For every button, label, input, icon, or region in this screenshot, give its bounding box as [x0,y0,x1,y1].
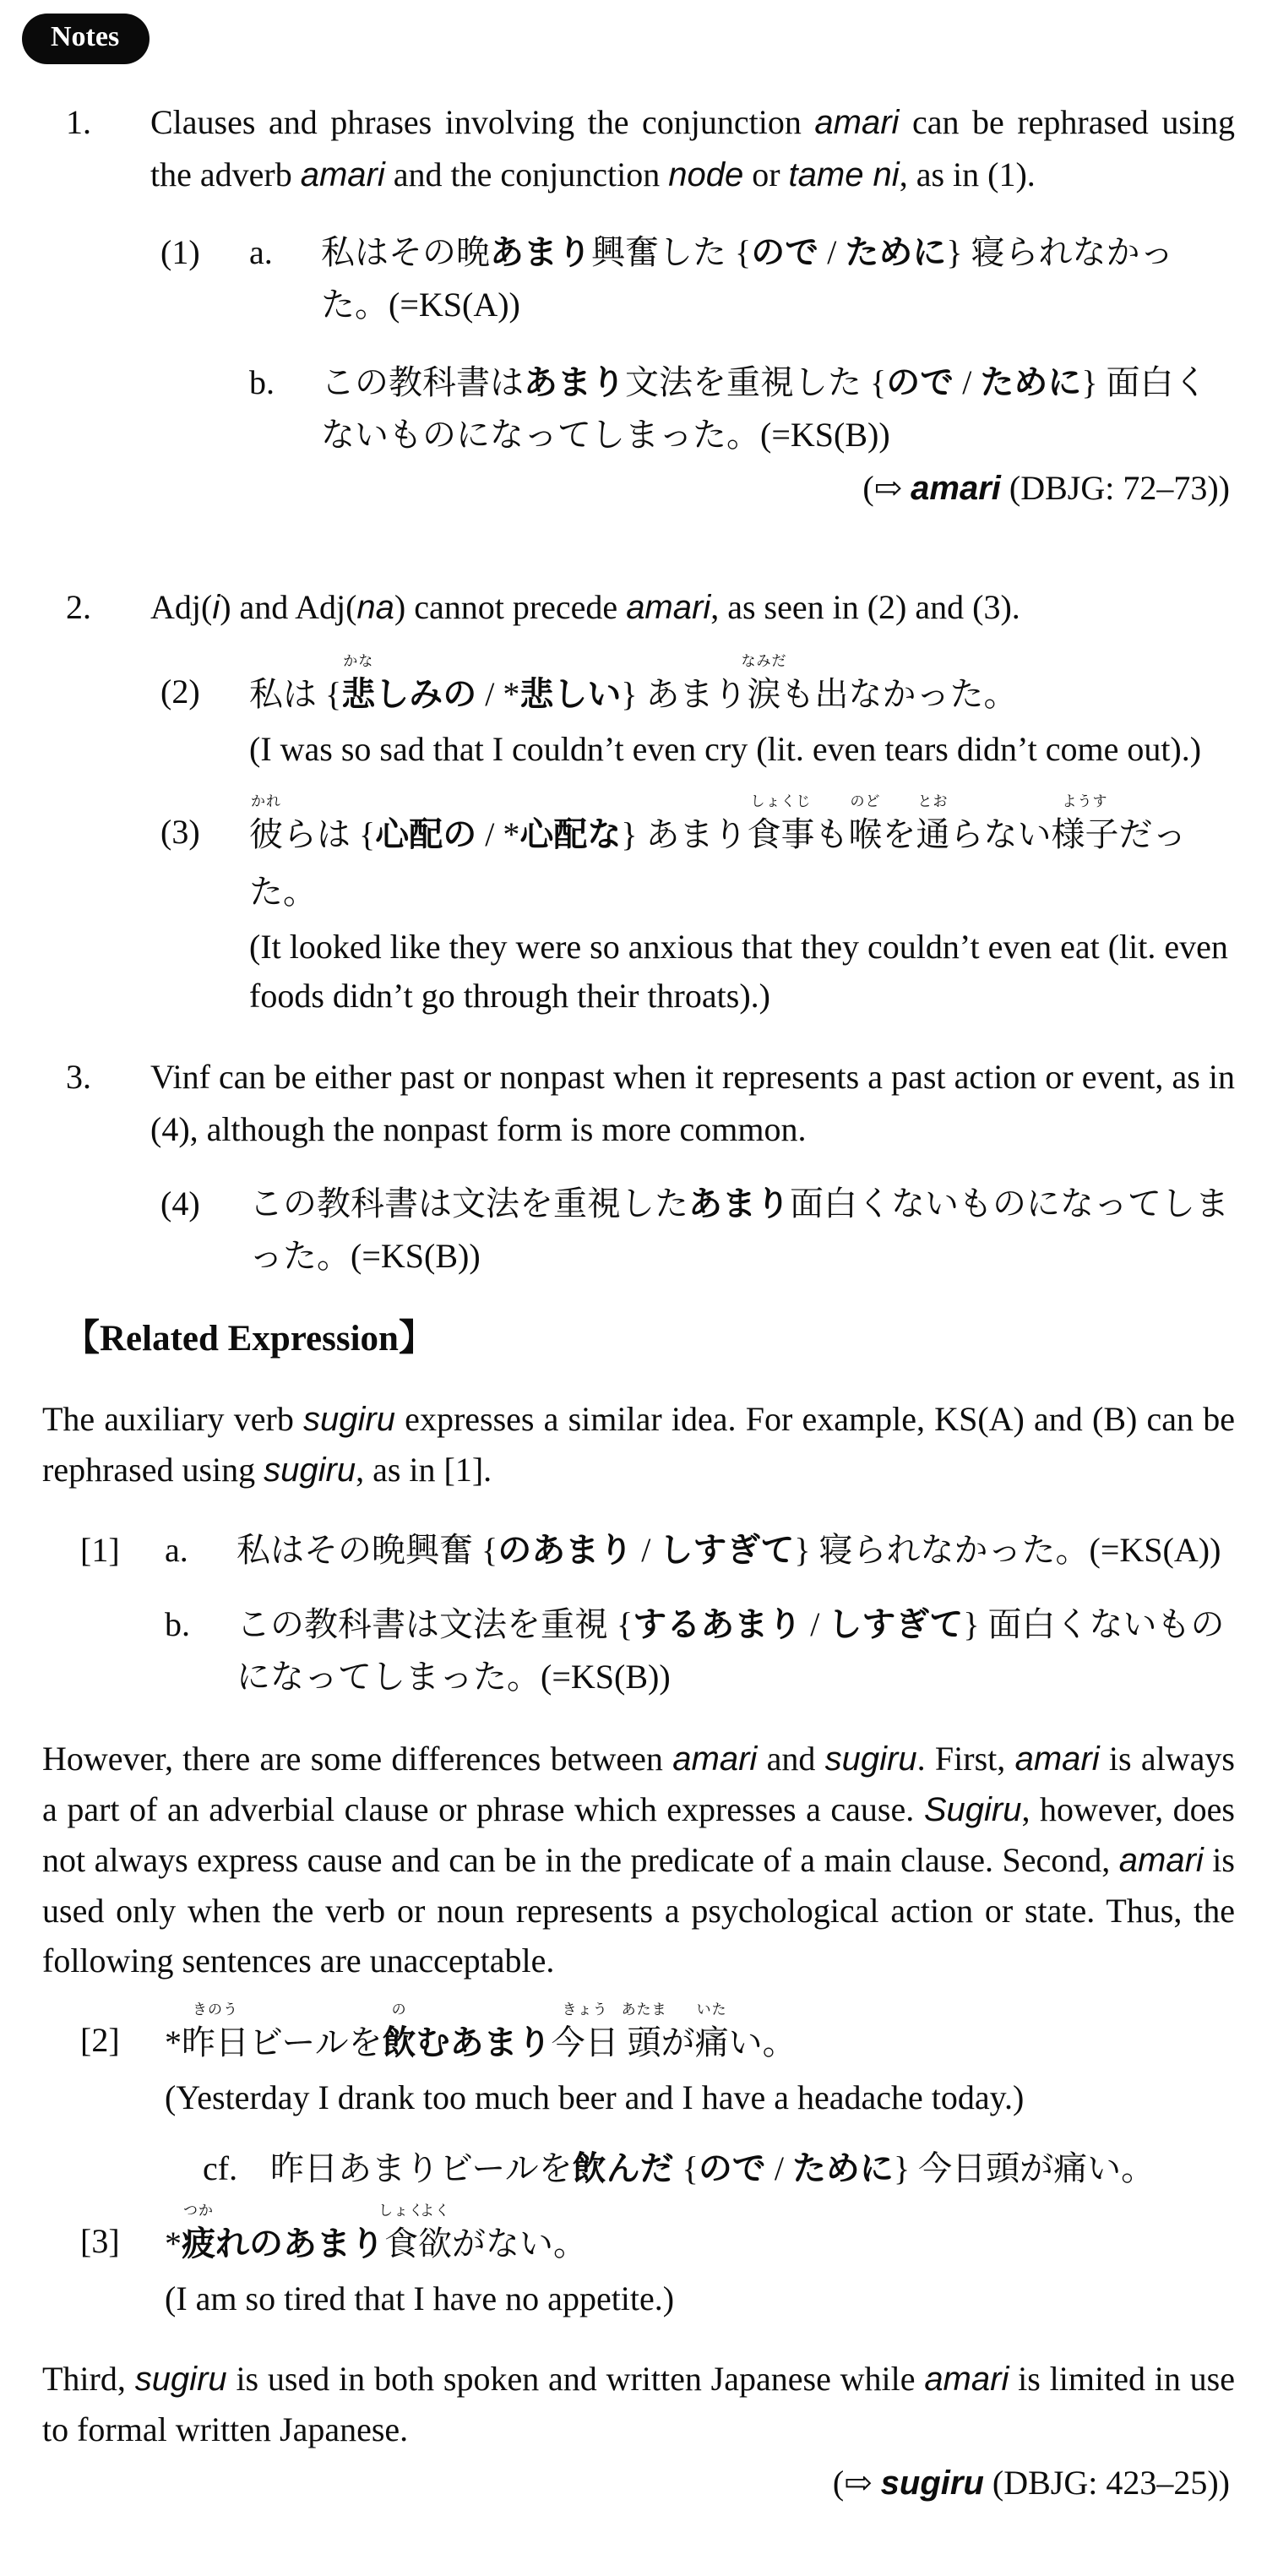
text-run: However, there are some differences between [42,1740,673,1778]
note-body [150,96,1235,547]
kanji-base: 食事 [747,815,815,853]
text-run: Sugiru [923,1791,1022,1828]
note-item-3 [42,1051,1235,1283]
text-run: sugiru [303,1401,395,1438]
notes-section [42,96,1235,1283]
text-run: この教科書は [321,363,524,401]
text-run: Third, [42,2360,135,2398]
text-run: } 今日頭が痛い。 [893,2149,1156,2187]
text-run: , however, does not always express cause and can be in the predicate of a main clause. Second, [42,1790,1235,1879]
kanji-base: 喉 [848,815,883,853]
text-run: } あまり [621,675,748,713]
text-run: * [165,2023,182,2061]
text-run: (⇨ [832,2464,881,2502]
text-run: Clauses and phrases involving the conjunction [150,103,815,141]
text-run: sugiru [264,1451,356,1489]
text-run: も出なかった。 [780,675,1018,713]
kanji-base: 頭 [627,2023,661,2061]
text-run: na [356,589,394,626]
example-number: [2] [80,2021,120,2059]
text-run: を [882,815,916,853]
text-run: tame ni [788,156,900,193]
text-run: Adj( [150,588,213,626]
furigana: かれ [251,792,281,809]
text-run: Vinf can be either past or nonpast when it represents a past action or event, as in (4), although the nonpast form is more common. [150,1058,1235,1148]
furigana: の [391,2001,407,2018]
text-run-with-furigana [741,652,787,723]
note-text [150,581,1235,634]
text-run: この教科書は文法を重視した [249,1185,688,1223]
text-run-with-furigana [182,2001,249,2072]
text-run: ために [845,234,947,271]
text-run: ) cannot precede [394,588,627,626]
text-run: can be rephrased using the adverb [150,103,1236,193]
japanese-sentence [249,1178,1235,1283]
example-number: (2) [160,673,200,711]
japanese-sentence [165,2202,1235,2273]
text-run: / [954,363,981,401]
text-run-with-furigana [341,652,376,723]
text-run: , as in [1]. [356,1451,492,1489]
text-run: 文法を重視した { [625,363,887,401]
note-item-1 [42,96,1235,547]
related-paragraph-1 [42,1394,1235,1495]
text-run: and the conjunction [384,155,669,193]
japanese-sentence [249,652,1235,723]
text-run: node [668,156,744,193]
text-run: 悲しい [519,676,622,713]
note-number: 3. [66,1058,91,1096]
text-run: amari [300,156,385,193]
text-run [619,2023,628,2061]
text-run: , as seen in (2) and (3). [710,588,1020,626]
example-bracket-1b [80,1598,1235,1703]
english-translation: (I am so tired that I have no appetite.) [165,2279,675,2317]
example-2 [150,652,1235,774]
text-run: The auxiliary verb [42,1400,304,1438]
furigana: とお [917,792,949,809]
text-run: } 面白くないものになってしまった。(=KS(B)) [237,1605,1225,1696]
text-run: amari [1014,1740,1100,1778]
japanese-sentence [321,226,1235,331]
text-run: あまり [524,364,625,401]
example-letter: a. [165,1531,188,1569]
text-run: 面白くないものになってしまった。(=KS(B)) [249,1185,1229,1275]
furigana: のど [850,792,881,809]
example-body [249,652,1235,774]
text-run: 私はその晩興奮 { [237,1531,498,1569]
text-run: が [661,2023,695,2061]
text-run: sugiru [880,2464,984,2502]
japanese-sentence [270,2143,1235,2195]
text-run: or [743,155,789,193]
text-run: い。 [728,2023,797,2061]
kanji-base: 食 [384,2225,418,2263]
related-paragraph-3 [42,2354,1235,2454]
note-number: 2. [66,588,91,626]
text-run: is used only when the verb or noun represents a psychological action or state. Thus, the following sentences are unacceptable. [42,1841,1235,1980]
kanji-base: 悲 [341,676,376,713]
japanese-sentence [237,1598,1235,1703]
text-run: . First, [916,1740,1015,1778]
example-body [165,2001,1235,2122]
text-run-with-furigana [621,2001,667,2072]
text-run: is limited in use to formal written Japanese. [42,2360,1235,2448]
text-run: / [802,1605,829,1643]
cross-reference-sugiru [42,2458,1235,2508]
text-run-with-furigana [1051,792,1119,863]
example-number: [1] [80,1531,120,1569]
text-run: amari [1118,1842,1204,1879]
text-run: も [814,815,849,853]
english-translation: (Yesterday I drank too much beer and I have a headache today.) [165,2078,1025,2116]
text-run: / [633,1531,660,1569]
text-run: } あまり [621,815,748,853]
text-run: (⇨ [862,469,911,507]
text-run: この教科書は文法を重視 { [237,1605,634,1643]
kanji-base: 涙 [747,675,781,713]
furigana: かな [343,652,374,669]
text-run: is used in both spoken and written Japanese while [226,2360,925,2398]
example-bracket-2 [80,2001,1235,2122]
example-3 [150,792,1235,1021]
text-run: あまり [688,1185,790,1223]
text-run: } 寝られなかった。(=KS(A)) [794,1531,1221,1569]
text-run: i [212,589,220,626]
example-letter: b. [165,1605,190,1643]
text-run: 興奮した { [591,233,752,271]
text-run-with-furigana [182,2202,215,2273]
text-run-with-furigana [378,2202,424,2273]
furigana: あたま [621,2001,667,2018]
text-run: * [165,2225,182,2263]
text-run: / [818,233,846,271]
example-number-spacer [160,357,249,461]
kanji-base: 欲 [418,2225,452,2263]
cross-reference-amari [150,463,1235,514]
japanese-sentence [165,2001,1235,2072]
example-body [249,792,1235,1021]
example-number-spacer [80,1598,165,1703]
related-expression-heading: 【Related Expression】 [63,1319,435,1359]
text-run: / [765,2149,792,2187]
text-run: ビールを [249,2023,383,2061]
example-number: [3] [80,2222,120,2260]
text-run: 私は { [249,675,342,713]
kanji-base: 昨日 [182,2023,249,2061]
text-run: むあまり [416,2024,552,2061]
furigana: しょく [378,2202,424,2219]
text-run: のあまり [498,1532,634,1569]
text-run: しすぎて [828,1606,964,1643]
text-run: } 面白くないものになってしまった。(=KS(B)) [321,363,1208,454]
text-run: ので [698,2150,766,2187]
example-1a [150,226,1235,331]
text-run: ために [980,364,1082,401]
text-run: , as in (1). [899,155,1036,193]
text-run: and [757,1740,825,1778]
example-body [270,2143,1235,2195]
japanese-sentence [249,792,1235,921]
text-run: するあまり [633,1606,802,1643]
text-run: / * [476,815,520,853]
note-text [150,1051,1235,1156]
example-body [237,1524,1235,1577]
related-expression-section [42,1313,1235,2508]
example-number: (4) [160,1185,200,1223]
furigana: いた [696,2001,727,2018]
text-run: しすぎて [659,1532,795,1569]
kanji-base: 様子 [1051,815,1119,853]
furigana: よく [420,2202,450,2219]
kanji-base: 彼 [249,815,283,853]
furigana: きょう [562,2001,608,2018]
example-4 [150,1178,1235,1283]
cf-example [203,2143,1235,2195]
text-run-with-furigana [694,2001,729,2072]
text-run: らない [949,815,1052,853]
note-item-2 [42,581,1235,1021]
text-run: らは { [283,815,376,853]
example-body [321,357,1235,461]
text-run: れのあまり [215,2225,384,2263]
text-run: ) and Adj( [220,588,357,626]
example-1b [150,357,1235,461]
text-run: amari [924,2361,1009,2398]
example-body [165,2202,1235,2323]
text-run-with-furigana [848,792,883,863]
english-translation: (It looked like they were so anxious that they couldn’t even eat (lit. even foods didn’t go through their throats).) [249,928,1228,1015]
kanji-base: 通 [916,815,950,853]
text-run-with-furigana [382,2001,416,2072]
kanji-base: 疲 [182,2225,215,2263]
text-run: 私はその晩 [321,233,490,271]
text-run-with-furigana [747,792,815,863]
english-translation: (I was so sad that I couldn’t even cry (lit. even tears didn’t come out).) [249,730,1202,768]
notes-section-badge: Notes [22,14,150,64]
example-body [237,1598,1235,1703]
text-run: 心配な [519,816,622,853]
text-run: ので [886,364,954,401]
text-run-with-furigana [916,792,950,863]
text-run: amari [672,1740,758,1778]
text-run: ために [791,2150,894,2187]
text-run-with-furigana [551,2001,619,2072]
text-run: 心配の [375,816,477,853]
japanese-sentence [237,1524,1235,1577]
japanese-sentence [321,357,1235,461]
cf-label: cf. [203,2149,238,2187]
text-run: amari [814,104,900,141]
example-body [249,1178,1235,1283]
example-bracket-3 [80,2202,1235,2323]
furigana: つか [183,2202,214,2219]
text-run: / * [476,675,520,713]
text-run: sugiru [824,1740,917,1778]
furigana: しょくじ [750,792,812,809]
kanji-base: 今日 [551,2023,619,2061]
furigana: きのう [193,2001,238,2018]
text-run: 飲んだ [572,2150,674,2187]
text-run: (DBJG: 72–73)) [1000,469,1230,507]
kanji-base: 痛 [694,2023,729,2061]
text-run: amari [911,470,1001,507]
text-run: 昨日あまりビールを [270,2149,573,2187]
note-body [150,1051,1235,1283]
text-run: ので [751,234,819,271]
example-number: (3) [160,813,200,851]
example-bracket-1a [80,1524,1235,1577]
text-run: } 寝られなかった。(=KS(A)) [321,233,1174,324]
example-letter: a. [249,233,273,271]
text-run: (DBJG: 423–25)) [983,2464,1230,2502]
note-text [150,96,1235,201]
example-letter: b. [249,363,275,401]
note-number: 1. [66,103,91,141]
furigana: なみだ [741,652,787,669]
related-paragraph-2 [42,1734,1235,1985]
text-run: がない。 [452,2225,587,2263]
text-run: しみの [375,676,477,713]
example-number: (1) [160,233,200,271]
text-run: is always a part of an adverbial clause or phrase which expresses a cause. [42,1740,1235,1828]
kanji-base: 飲 [382,2024,416,2061]
text-run: だった。 [249,815,1187,911]
example-body [321,226,1235,331]
text-run: あまり [490,234,591,271]
text-run: { [673,2149,699,2187]
text-run: amari [626,589,711,626]
text-run: sugiru [134,2361,227,2398]
text-run-with-furigana [249,792,283,863]
text-run: expresses a similar idea. For example, KS(A) and (B) can be rephrased using [42,1400,1235,1489]
furigana: ようす [1062,792,1108,809]
note-body [150,581,1235,1021]
text-run-with-furigana [418,2202,452,2273]
